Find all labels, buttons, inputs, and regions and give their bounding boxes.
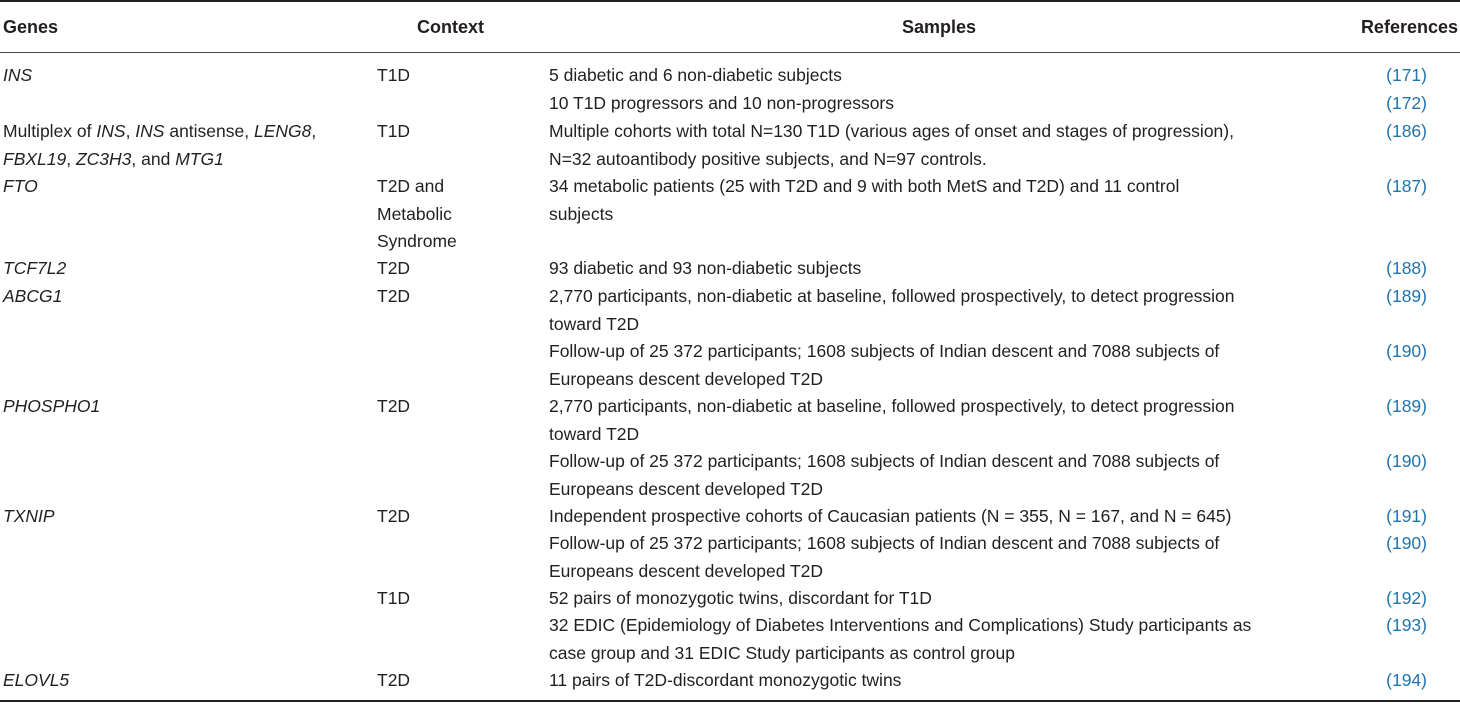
gene-text: LENG8 <box>253 121 312 141</box>
reference-link[interactable]: (190) <box>1386 533 1427 553</box>
reference-link[interactable]: (190) <box>1386 451 1427 471</box>
gene-cell: TXNIP <box>3 506 55 526</box>
gene-cell: PHOSPHO1 <box>3 396 101 416</box>
sample-cell <box>549 173 1344 228</box>
gene-text: INS <box>96 121 126 141</box>
context-cell: T2D <box>377 506 411 526</box>
gene-text: Multiplex of <box>3 121 97 141</box>
sample-line: Follow-up of 25 372 participants; 1608 subjects of Indian descent and 7088 subjects of <box>549 451 1220 471</box>
gene-text: , <box>125 121 136 141</box>
reference-link[interactable]: (192) <box>1386 588 1427 608</box>
gene-text: ZC3H3 <box>75 148 132 169</box>
sample-cell <box>549 338 1344 393</box>
reference-link[interactable]: (171) <box>1386 65 1427 85</box>
reference-link[interactable]: (189) <box>1386 286 1427 306</box>
gene-text: , <box>66 148 76 169</box>
gene-cell: TCF7L2 <box>3 258 67 278</box>
sample-line: Europeans descent developed T2D <box>549 560 824 581</box>
table-bottom-rule <box>0 700 1460 702</box>
sample-line: toward T2D <box>549 423 640 444</box>
sample-line: 2,770 participants, non-diabetic at baseline, followed prospectively, to detect progression <box>549 286 1235 306</box>
context-line: T2D and <box>377 176 445 196</box>
sample-cell: 93 diabetic and 93 non-diabetic subjects <box>549 258 862 278</box>
context-cell: T1D <box>377 121 411 141</box>
context-cell: T2D <box>377 286 411 306</box>
header-samples: Samples <box>902 17 977 37</box>
table-top-rule <box>0 0 1460 2</box>
sample-line: 34 metabolic patients (25 with T2D and 9 with both MetS and T2D) and 11 control <box>549 176 1180 196</box>
context-cell: T2D <box>377 670 411 690</box>
gene-text: , and <box>131 148 176 169</box>
gene-cell: ABCG1 <box>3 286 63 306</box>
gene-cell: FTO <box>3 176 38 196</box>
context-cell: T1D <box>377 588 411 608</box>
header-context: Context <box>417 17 484 37</box>
sample-line: Multiple cohorts with total N=130 T1D (various ages of onset and stages of progression), <box>549 121 1234 141</box>
sample-cell <box>549 448 1344 503</box>
sample-line: Follow-up of 25 372 participants; 1608 subjects of Indian descent and 7088 subjects of <box>549 533 1220 553</box>
sample-cell: 52 pairs of monozygotic twins, discordant for T1D <box>549 588 932 608</box>
gene-text: , <box>311 121 317 141</box>
reference-link[interactable]: (172) <box>1386 93 1427 113</box>
header-references: References <box>1360 17 1458 37</box>
context-line: Metabolic <box>377 203 452 224</box>
sample-cell: Independent prospective cohorts of Caucasian patients (N = 355, N = 167, and N = 645) <box>549 506 1232 526</box>
sample-line: Europeans descent developed T2D <box>549 368 824 389</box>
reference-link[interactable]: (189) <box>1386 396 1427 416</box>
sample-cell <box>549 118 1344 173</box>
gene-text: MTG1 <box>175 148 224 169</box>
sample-cell <box>549 530 1344 585</box>
reference-link[interactable]: (188) <box>1386 258 1427 278</box>
sample-cell <box>549 283 1344 338</box>
sample-line: N=32 autoantibody positive subjects, and N=97 controls. <box>549 148 987 169</box>
sample-line: subjects <box>549 203 614 224</box>
sample-line: 32 EDIC (Epidemiology of Diabetes Interventions and Complications) Study participants as <box>549 615 1252 635</box>
reference-link[interactable]: (186) <box>1386 121 1427 141</box>
reference-link[interactable]: (190) <box>1386 341 1427 361</box>
context-cell <box>377 173 487 256</box>
gene-cell: INS <box>3 65 33 85</box>
header-rule <box>0 52 1460 53</box>
gene-cell: ELOVL5 <box>3 670 70 690</box>
reference-link[interactable]: (191) <box>1386 506 1427 526</box>
reference-link[interactable]: (193) <box>1386 615 1427 635</box>
header-genes: Genes <box>3 17 59 37</box>
reference-link[interactable]: (194) <box>1386 670 1427 690</box>
gene-text: antisense, <box>164 121 254 141</box>
sample-line: toward T2D <box>549 313 640 334</box>
sample-line: Europeans descent developed T2D <box>549 478 824 499</box>
sample-cell: 11 pairs of T2D-discordant monozygotic twins <box>549 670 902 690</box>
context-cell: T1D <box>377 65 411 85</box>
context-cell: T2D <box>377 396 411 416</box>
sample-cell <box>549 612 1344 667</box>
reference-link[interactable]: (187) <box>1386 176 1427 196</box>
sample-line: case group and 31 EDIC Study participants as control group <box>549 642 1015 663</box>
sample-line: Follow-up of 25 372 participants; 1608 subjects of Indian descent and 7088 subjects of <box>549 341 1220 361</box>
context-line: Syndrome <box>377 231 457 251</box>
sample-cell <box>549 393 1344 448</box>
sample-line: 2,770 participants, non-diabetic at baseline, followed prospectively, to detect progression <box>549 396 1235 416</box>
sample-cell: 5 diabetic and 6 non-diabetic subjects <box>549 65 842 85</box>
sample-cell: 10 T1D progressors and 10 non-progressors <box>549 93 895 113</box>
context-cell: T2D <box>377 258 411 278</box>
gene-text: INS <box>135 121 165 141</box>
gene-cell <box>3 118 363 173</box>
gene-text: FBXL19 <box>3 148 67 169</box>
